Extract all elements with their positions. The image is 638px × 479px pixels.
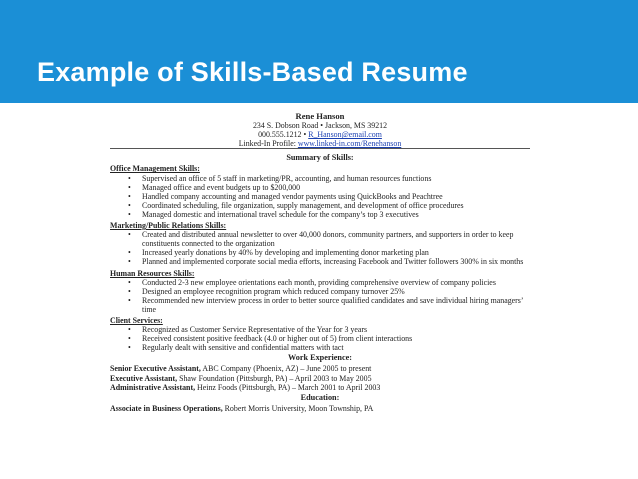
- list-item: • Handled company accounting and managed vendor payments using QuickBooks and Peachtree: [142, 192, 530, 201]
- list-item: • Managed domestic and international travel schedule for the company’s top 3 executives: [142, 210, 530, 219]
- list-item: • Received consistent positive feedback (4.0 or higher out of 5) from client interactions: [142, 334, 530, 343]
- contact-divider: [110, 148, 530, 149]
- linkedin-label: Linked-In Profile:: [238, 139, 296, 149]
- education-heading: Education:: [300, 392, 340, 402]
- job-detail: Heinz Foods (Pittsburgh, PA) – March 2001 to April 2003: [197, 382, 381, 392]
- job-detail: ABC Company (Phoenix, AZ) – June 2005 to present: [202, 364, 372, 374]
- summary-heading: Summary of Skills:: [286, 153, 354, 163]
- job-title: Senior Executive Assistant,: [110, 364, 201, 374]
- list-item: • Conducted 2-3 new employee orientations each month, providing comprehensive overview of company policies: [142, 278, 530, 287]
- degree-title: Associate in Business Operations,: [110, 403, 223, 413]
- list-item: • Designed an employee recognition program which reduced company turnover 25%: [142, 287, 530, 296]
- work-entry: [110, 364, 530, 373]
- skills-section-office: [110, 164, 530, 219]
- education-entry: [110, 404, 530, 413]
- resume-document: [110, 112, 530, 477]
- list-item: • Created and distributed annual newsletter to over 40,000 donors, community partners, and supporters in order to keep constituents connected to the organization: [142, 230, 530, 248]
- resume-address: 234 S. Dobson Road • Jackson, MS 39212: [252, 121, 388, 131]
- resume-name: Rene Hanson: [295, 111, 345, 121]
- skills-section-marketing: [110, 221, 530, 266]
- resume-phone: 000.555.1212: [258, 130, 302, 140]
- slide-header: [0, 0, 638, 103]
- work-entry: [110, 374, 530, 383]
- skills-section-hr: [110, 269, 530, 314]
- list-item: • Regularly dealt with sensitive and confidential matters with tact: [142, 343, 530, 352]
- section-title: Client Services:: [110, 315, 163, 325]
- list-item: • Managed office and event budgets up to $200,000: [142, 183, 530, 192]
- list-item: • Planned and implemented corporate social media efforts, increasing Facebook and Twitter followers 300% in six months: [142, 257, 530, 266]
- resume-phone-email: 000.555.1212 • R_Hanson@email.com: [258, 130, 382, 140]
- skills-section-client: [110, 316, 530, 352]
- job-title: Administrative Assistant,: [110, 382, 196, 392]
- degree-detail: Robert Morris University, Moon Township, PA: [224, 403, 374, 413]
- list-item: • Recognized as Customer Service Representative of the Year for 3 years: [142, 325, 530, 334]
- section-title: Marketing/Public Relations Skills:: [110, 221, 227, 231]
- linkedin-link[interactable]: www.linked-in.com/Renehanson: [297, 139, 402, 149]
- work-entry: [110, 383, 530, 392]
- list-item: • Increased yearly donations by 40% by developing and implementing donor marketing plan: [142, 248, 530, 257]
- job-title: Executive Assistant,: [110, 373, 178, 383]
- section-title: Human Resources Skills:: [110, 268, 195, 278]
- resume-linkedin: [110, 139, 530, 148]
- list-item: • Recommended new interview process in order to better source qualified candidates and save individual hiring managers’ time: [142, 296, 530, 314]
- job-detail: Shaw Foundation (Pittsburgh, PA) – April 2003 to May 2005: [179, 373, 372, 383]
- work-heading: Work Experience:: [288, 353, 352, 363]
- section-title: Office Management Skills:: [110, 164, 200, 174]
- list-item: • Coordinated scheduling, file organization, supply management, and development of office procedures: [142, 201, 530, 210]
- resume-email-link[interactable]: R_Hanson@email.com: [308, 130, 382, 140]
- slide-title: Example of Skills-Based Resume: [37, 57, 468, 87]
- list-item: • Supervised an office of 5 staff in marketing/PR, accounting, and human resources functions: [142, 174, 530, 183]
